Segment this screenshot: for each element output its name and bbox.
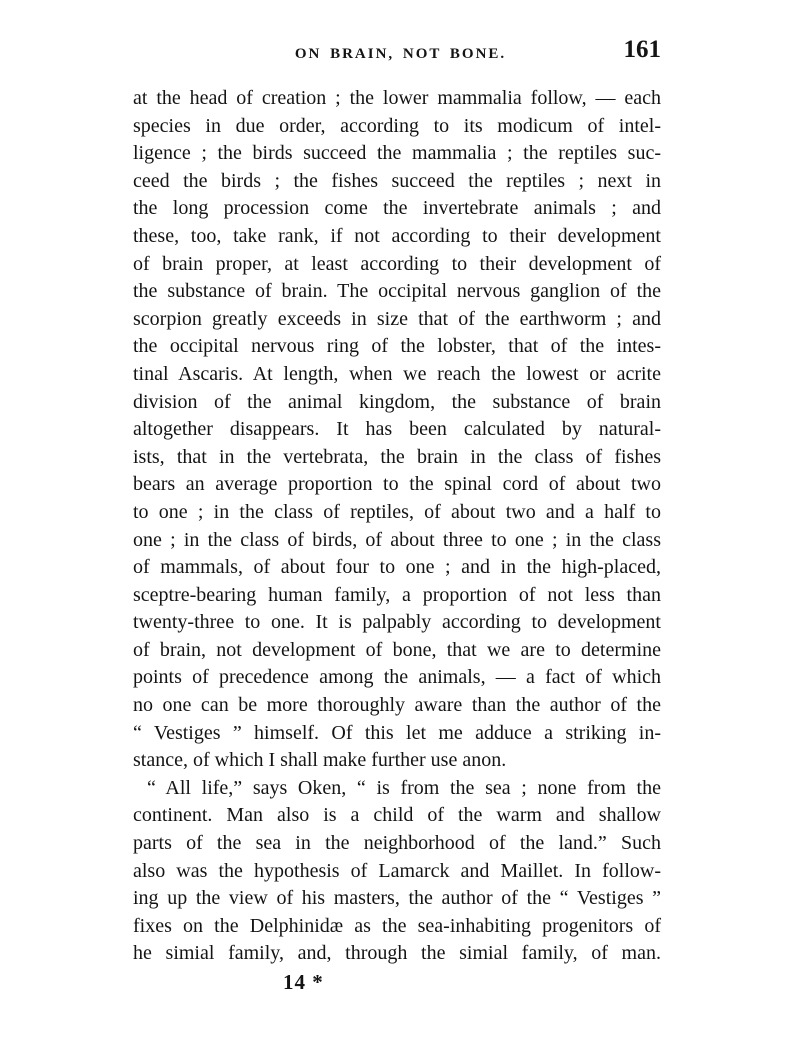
text-line: ligence ; the birds succeed the mammalia ; the reptiles suc-: [133, 142, 661, 165]
text-line: stance, of which I shall make further use anon.: [133, 749, 507, 772]
text-line: of brain proper, at least according to their development of: [133, 252, 661, 275]
signature-mark: 14 *: [283, 970, 324, 994]
text-line: the occipital nervous ring of the lobster, that of the intes-: [133, 335, 661, 358]
text-line: tinal Ascaris. At length, when we reach the lowest or acrite: [133, 362, 661, 385]
text-line: the long procession come the invertebrate animals ; and: [133, 197, 661, 220]
text-line: to one ; in the class of reptiles, of about two and a half to: [133, 500, 661, 523]
text-line: of mammals, of about four to one ; and in the high-placed,: [133, 556, 661, 579]
running-title: ON BRAIN, NOT BONE.: [294, 46, 507, 62]
text-line: sceptre-bearing human family, a proportion of not less than: [133, 583, 661, 606]
text-line: division of the animal kingdom, the substance of brain: [133, 390, 661, 413]
text-line: scorpion greatly exceeds in size that of the earthworm ; and: [133, 307, 661, 330]
text-line: “ All life,” says Oken, “ is from the sea ; none from the: [147, 776, 661, 799]
text-line: ists, that in the vertebrata, the brain in the class of fishes: [133, 445, 661, 468]
text-line: also was the hypothesis of Lamarck and Maillet. In follow-: [133, 859, 661, 882]
text-line: these, too, take rank, if not according to their development: [133, 224, 661, 247]
text-line: “ Vestiges ” himself. Of this let me adduce a striking in-: [133, 721, 661, 744]
text-line: altogether disappears. It has been calculated by natural-: [133, 418, 661, 441]
page-number: 161: [623, 36, 661, 63]
text-line: parts of the sea in the neighborhood of the land.” Such: [133, 832, 661, 855]
text-line: of brain, not development of bone, that we are to determine: [133, 638, 661, 661]
text-line: fixes on the Delphinidæ as the sea-inhabiting progenitors of: [133, 914, 661, 937]
text-line: at the head of creation ; the lower mammalia follow, — each: [133, 87, 661, 109]
running-head: [128, 34, 673, 68]
text-line: ceed the birds ; the fishes succeed the reptiles ; next in: [133, 169, 661, 192]
text-line: continent. Man also is a child of the warm and shallow: [133, 804, 661, 827]
text-line: ing up the view of his masters, the author of the “ Vestiges ”: [133, 887, 661, 910]
text-line: species in due order, according to its modicum of intel-: [133, 114, 661, 137]
body-text: [133, 85, 661, 968]
text-line: he simial family, and, through the simial family, of man.: [133, 942, 661, 965]
text-line: bears an average proportion to the spinal cord of about two: [133, 473, 661, 496]
text-line: points of precedence among the animals, — a fact of which: [133, 666, 661, 689]
text-line: twenty-three to one. It is palpably according to development: [133, 611, 661, 634]
text-line: the substance of brain. The occipital nervous ganglion of the: [133, 280, 661, 303]
text-line: one ; in the class of birds, of about three to one ; in the class: [133, 528, 661, 551]
text-line: no one can be more thoroughly aware than the author of the: [133, 694, 661, 717]
